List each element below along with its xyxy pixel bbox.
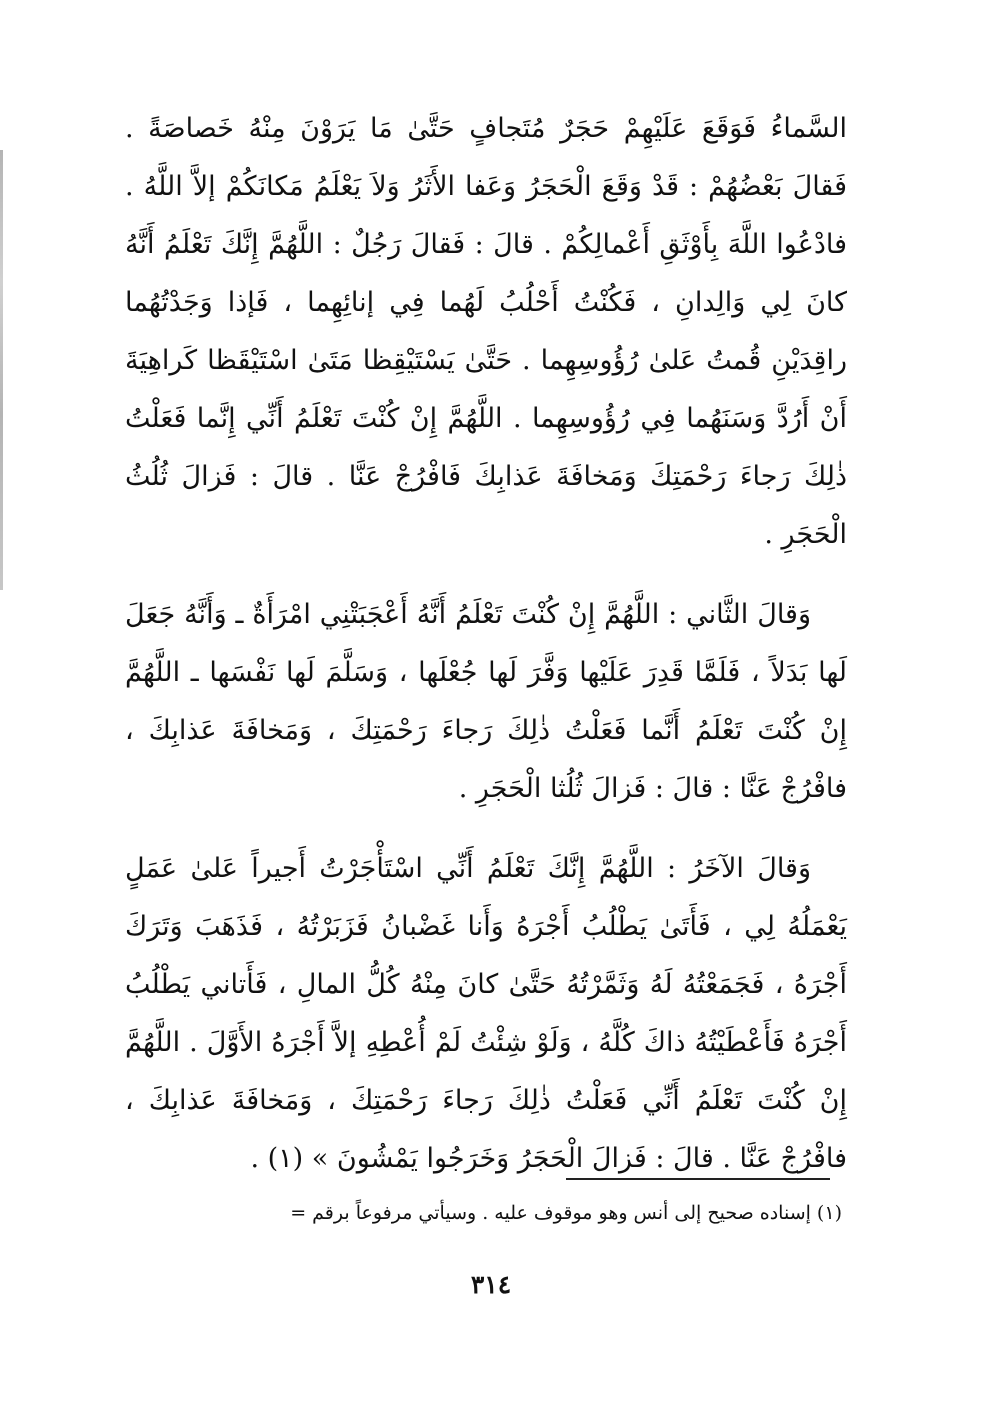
paragraph-3: وَقالَ الآخَرُ : اللَّهُمَّ إِنَّكَ تَعْلَمُ أَنِّي اسْتَأْجَرْتُ أَجيراً عَلىٰ عَمَلٍ يَعْمَلُهُ لِي ، فَأَتَىٰ يَطْلُبُ أَجْرَهُ وَأَنا غَضْبانُ فَزَبَرْتُهُ ، فَذَهَبَ وَتَرَكَ أَجْرَهُ ، فَجَمَعْتُهُ لَهُ وَثَمَّرْتُهُ حَتَّىٰ كانَ مِنْهُ كُلُّ المالِ ، فَأَتاني يَطْلُبُ أَجْرَهُ فَأَعْطَيْتُهُ ذاكَ كُلَّهُ ، وَلَوْ شِئْتُ لَمْ أُعْطِهِ إلاَّ أَجْرَهُ الأَوَّلَ . اللَّهُمَّ إِنْ كُنْتَ تَعْلَمُ أَنِّي فَعَلْتُ ذٰلِكَ رَجاءَ رَحْمَتِكَ ، وَمَخافَةَ عَذابِكَ ، فافْرُجْ عَنَّا . قالَ : فَزالَ الْحَجَرُ وَخَرَجُوا يَمْشُونَ » (١) . — [125, 853, 847, 1174]
paragraph-1: السَّماءُ فَوَقَعَ عَلَيْهِمْ حَجَرٌ مُتَجافٍ حَتَّىٰ مَا يَرَوْنَ مِنْهُ خَصاصَةً . فَقالَ بَعْضُهُمْ : قَدْ وَقَعَ الْحَجَرُ وَعَفا الأَثَرُ وَلاَ يَعْلَمُ مَكانَكُمْ إلاَّ اللَّهُ . فادْعُوا اللَّهَ بِأَوْثَقِ أَعْمالِكُمْ . قالَ : فَقالَ رَجُلٌ : اللَّهُمَّ إِنَّكَ تَعْلَمُ أَنَّهُ كانَ لِي وَالِدانِ ، فَكُنْتُ أَحْلُبُ لَهُما فِي إنائِهِما ، فَإذا وَجَدْتُهُما راقِدَيْنِ قُمتُ عَلىٰ رُؤُوسِهِما . حَتَّىٰ يَسْتَيْقِظا مَتَىٰ اسْتَيْقَظا كَراهِيَةَ أَنْ أَرُدَّ وَسَنَهُما فِي رُؤُوسِهِما . اللَّهُمَّ إِنْ كُنْتَ تَعْلَمُ أَنِّي إِنَّما فَعَلْتُ ذٰلِكَ رَجاءَ رَحْمَتِكَ وَمَخافَةَ عَذابِكَ فَافْرُجْ عَنَّا . قالَ : فَزالَ ثُلُثُ الْحَجَرِ . — [125, 113, 847, 550]
footnote-separator — [566, 1178, 830, 1180]
paragraph-2: وَقالَ الثَّاني : اللَّهُمَّ إِنْ كُنْتَ تَعْلَمُ أَنَّهُ أَعْجَبَتْنِي امْرَأَةٌ ـ وَأَنَّهُ جَعَلَ لَها بَدَلاً ، فَلَمَّا قَدِرَ عَلَيْها وَفَّرَ لَها جُعْلَها ، وَسَلَّمَ لَها نَفْسَها ـ اللَّهُمَّ إِنْ كُنْتَ تَعْلَمُ أَنَّما فَعَلْتُ ذٰلِكَ رَجاءَ رَحْمَتِكَ ، وَمَخافَةَ عَذابِكَ ، فافْرُجْ عَنَّا : قالَ : فَزالَ ثُلُثا الْحَجَرِ . — [125, 599, 847, 804]
main-text — [125, 100, 847, 1188]
page-number: ٣١٤ — [470, 1270, 512, 1299]
binding-edge-shadow — [0, 150, 3, 590]
footnote: (١) إسناده صحيح إلى أنس وهو موقوف عليه . وسيأتي مرفوعاً برقم = — [290, 1202, 842, 1224]
